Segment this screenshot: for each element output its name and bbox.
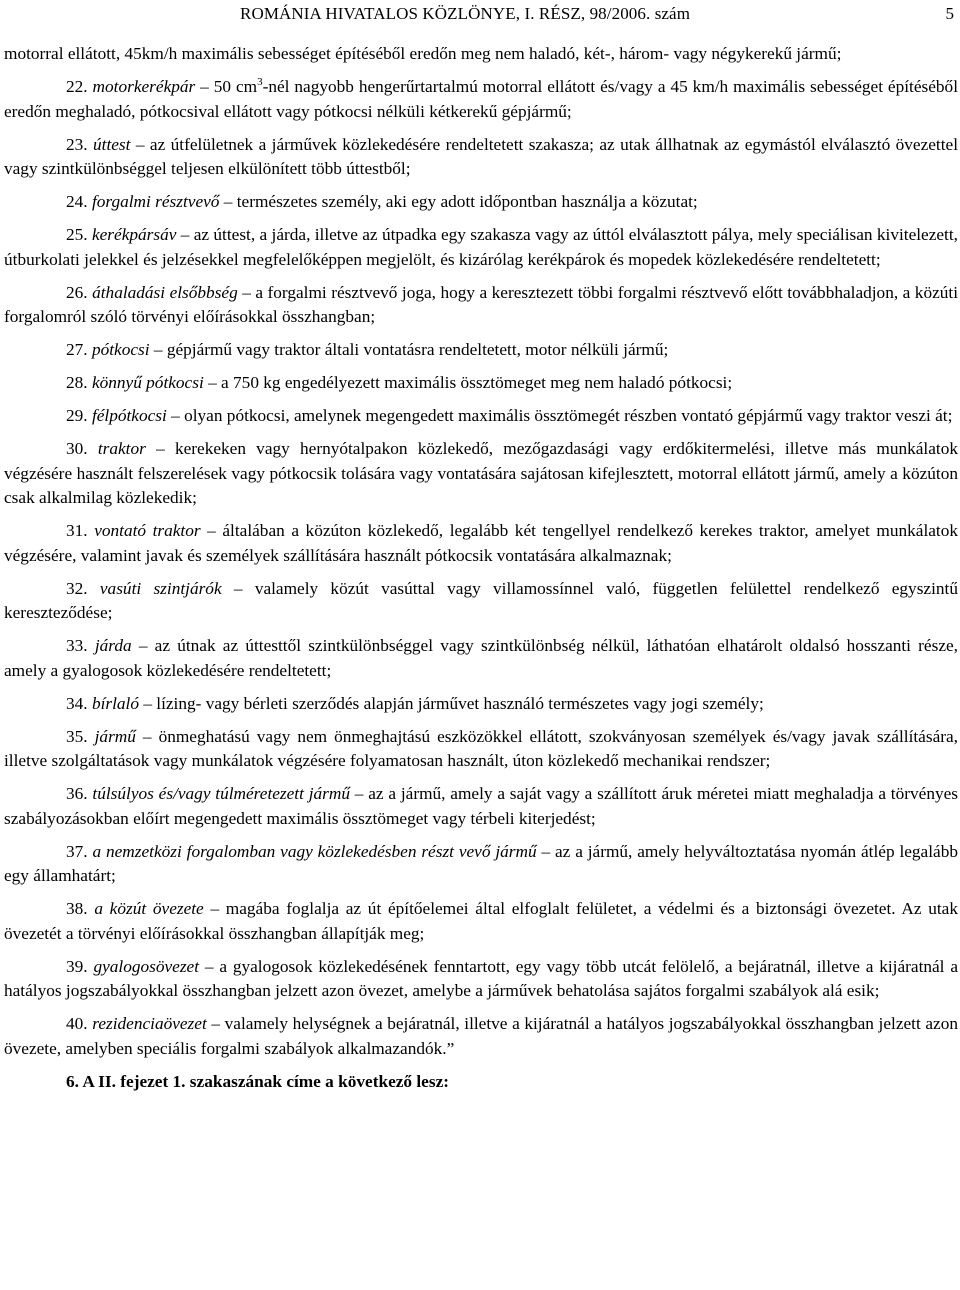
item-number: 34. xyxy=(66,693,88,713)
definition-item xyxy=(4,190,958,215)
document-body xyxy=(4,42,958,1103)
item-number: 40. xyxy=(66,1014,88,1033)
definition-text: – általában a közúton közlekedő, legalább két tengellyel rendelkező kerekes traktor, amelyet munkálatok végzésére, valamint javak és személyek szállítására használt pótkocsik vontatására alkalmaznak; xyxy=(4,521,959,565)
item-number: 28. xyxy=(66,373,88,392)
definition-item xyxy=(4,692,958,717)
item-number: 39. xyxy=(66,956,88,976)
section-heading: 6. A II. fejezet 1. szakaszának címe a következő lesz: xyxy=(66,1071,449,1091)
definition-text: – az úttest, a járda, illetve az útpadka egy szakasza vagy az úttól elválasztott pálya, mely speciálisan kivitelezett, útburkolati jelekkel és jelzésekkel megfelelőképpen megjelölt, és kizárólag kerékpárok és mopedek közlekedésére rendeltetett; xyxy=(4,225,958,269)
item-number: 25. xyxy=(66,225,88,244)
definition-text: – önmeghatású vagy nem önmeghajtású eszközökkel ellátott, szokványosan személyek és/vagy javak szállítására, illetve szolgáltatások vagy munkálatok végzésére folyamatosan használt, úton közlekedő mechanikai rendszer; xyxy=(4,726,958,770)
definition-item xyxy=(4,725,958,774)
item-number: 36. xyxy=(66,784,88,803)
item-number: 37. xyxy=(66,841,88,861)
definition-item xyxy=(4,840,958,889)
page-number: 5 xyxy=(945,4,954,23)
definition-text: – a 750 kg engedélyezett maximális össztömeget meg nem haladó pótkocsi; xyxy=(203,373,733,392)
defined-term: könnyű pótkocsi xyxy=(91,373,204,392)
item-number: 35. xyxy=(66,726,88,746)
definition-text: – lízing- vagy bérleti szerződés alapján járművet használó természetes vagy jogi személy; xyxy=(139,693,764,713)
definition-text: – gépjármű vagy traktor általi vontatásra rendeltetett, motor nélküli jármű; xyxy=(149,340,669,359)
defined-term: traktor xyxy=(97,439,146,458)
defined-term: járda xyxy=(94,636,132,655)
definition-list xyxy=(4,133,958,1062)
definition-item xyxy=(4,281,958,330)
defined-term: rezidenciaövezet xyxy=(92,1014,207,1033)
definition-item xyxy=(4,338,958,363)
definition-item xyxy=(4,577,958,626)
defined-term: forgalmi résztvevő xyxy=(91,192,220,211)
definition-item xyxy=(4,437,958,511)
definition-item xyxy=(4,133,958,182)
defined-term: motorkerékpár xyxy=(92,77,196,96)
definition-item xyxy=(4,223,958,272)
definition-item xyxy=(4,897,958,946)
definition-text: – az útfelületnek a járművek közlekedésére rendeltetett szakasza; az utak állhatnak az egymástól elválasztó övezettel vagy szintkülönbséggel teljesen elkülönített több úttestből; xyxy=(4,134,958,178)
definition-text: – magába foglalja az út építőelemei által elfoglalt felületet, a védelmi és a biztonsági övezetet. Az utak övezetét a törvényi előírásokkal összhangban állapítják meg; xyxy=(4,899,958,943)
superscript: 3 xyxy=(257,76,263,88)
page-header xyxy=(0,4,960,28)
item-number: 26. xyxy=(66,282,88,302)
defined-term: áthaladási elsőbbség xyxy=(92,282,238,302)
defined-term: a nemzetközi forgalomban vagy közlekedésben részt vevő jármű xyxy=(92,841,537,861)
definition-text: – az a jármű, amely a saját vagy a szállított áruk méretei miatt meghaladja a törvényes szabályozásokban előírt megengedett maximális össztömeget vagy térbeli kiterjedést; xyxy=(4,784,958,828)
defined-term: pótkocsi xyxy=(91,340,150,359)
definition-text: – valamely helységnek a bejáratnál, illetve a kijáratnál a hatályos jogszabályokkal összhangban jelzett azon övezete, amelyben speciális forgalmi szabályok alkalmazandók.” xyxy=(4,1014,958,1058)
defined-term: vasúti szintjárók xyxy=(99,578,222,598)
defined-term: félpótkocsi xyxy=(91,406,167,425)
item-number: 24. xyxy=(66,192,88,211)
defined-term: gyalogosövezet xyxy=(93,956,200,976)
item-number: 33. xyxy=(66,636,88,655)
item-number: 23. xyxy=(66,134,88,154)
defined-term: vontató traktor xyxy=(94,521,201,540)
definition-item xyxy=(4,404,958,429)
continuation-paragraph: motorral ellátott, 45km/h maximális sebességet építéséből eredőn meg nem haladó, két-, három- vagy négykerekű jármű; xyxy=(4,44,842,63)
defined-term: a közút övezete xyxy=(94,899,204,918)
item-number: 27. xyxy=(66,340,88,359)
definition-text: – valamely közút vasúttal vagy villamossínnel való, független felülettel rendelkező egyszintű kereszteződése; xyxy=(4,578,958,622)
item-number: 31. xyxy=(66,521,88,540)
definition-item xyxy=(4,1012,958,1061)
defined-term: jármű xyxy=(94,726,136,746)
definition-item xyxy=(4,519,958,568)
definition-item xyxy=(4,782,958,831)
definition-item xyxy=(4,955,958,1004)
definition-text: -nél nagyobb hengerűrtartalmú motorral ellátott és/vagy a 45 km/h maximális sebességet építéséből eredőn meghaladó, pótkocsival ellátott vagy pótkocsi nélküli kétkerekű gépjármű; xyxy=(4,77,958,121)
item-number: 22. xyxy=(66,77,88,96)
item-number: 32. xyxy=(66,578,88,598)
item-number: 38. xyxy=(66,899,88,918)
definition-text: – olyan pótkocsi, amelynek megengedett maximális össztömegét részben vontató gépjármű vagy traktor veszi át; xyxy=(166,406,953,425)
gazette-title: ROMÁNIA HIVATALOS KÖZLÖNYE, I. RÉSZ, 98/2006. szám xyxy=(240,4,691,23)
definition-text: – a forgalmi résztvevő joga, hogy a keresztezett többi forgalmi résztvevő előtt továbbhaladjon, a közúti forgalomról szóló törvényi előírásokkal összhangban; xyxy=(4,282,959,326)
defined-term: úttest xyxy=(93,134,131,154)
item-number: 29. xyxy=(66,406,88,425)
definition-text: – az útnak az úttesttől szintkülönbséggel vagy szintkülönbség nélkül, láthatóan elhatárolt oldalsó hosszanti része, amely a gyalogosok közlekedésére rendeltetett; xyxy=(4,636,958,680)
defined-term: túlsúlyos és/vagy túlméretezett jármű xyxy=(92,784,350,803)
definition-item-22 xyxy=(4,75,958,124)
defined-term: bírlaló xyxy=(91,693,139,713)
definition-item xyxy=(4,371,958,396)
definition-text: – az a jármű, amely helyváltoztatása nyomán átlép legalább egy államhatárt; xyxy=(4,841,958,885)
definition-text: – 50 cm xyxy=(195,77,258,96)
definition-text: – a gyalogosok közlekedésének fenntartott, egy vagy több utcát felölelő, a bejáratnál, illetve a kijáratnál a hatályos jogszabályokkal összhangban jelzett azon övezet, amelybe a járművek behatolása sajátos forgalmi szabályok alá esik; xyxy=(4,956,958,1000)
definition-text: – természetes személy, aki egy adott időpontban használja a közutat; xyxy=(219,192,698,211)
item-number: 30. xyxy=(66,439,88,458)
definition-text: – kerekeken vagy hernyótalpakon közlekedő, mezőgazdasági vagy erdőkitermelési, illetve más munkálatok végzésére használt felszerelések vagy pótkocsik tolására vagy vontatására sajátosan kifejlesztett, motorral ellátott jármű, amely a közúton csak alkalmilag közlekedik; xyxy=(4,439,958,507)
defined-term: kerékpársáv xyxy=(91,225,177,244)
definition-item xyxy=(4,634,958,683)
